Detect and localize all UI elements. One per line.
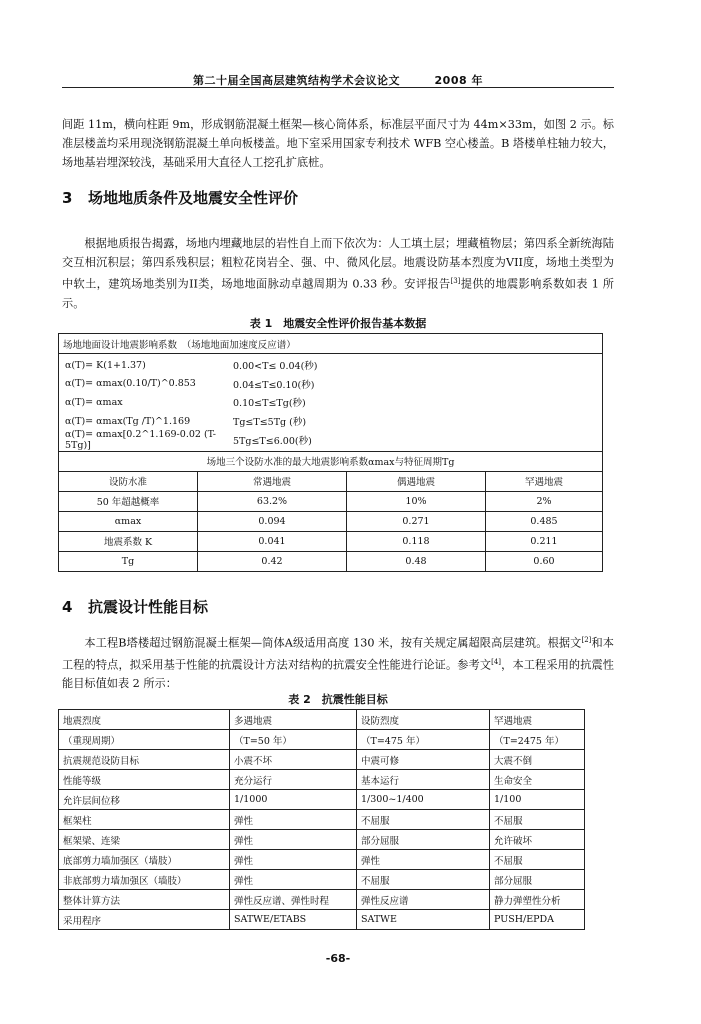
table-cell: 不屈服 bbox=[490, 810, 585, 830]
table-cell: 0.485 bbox=[486, 511, 603, 531]
table-cell: 框架梁、连梁 bbox=[59, 830, 230, 850]
section-4-paragraph bbox=[62, 631, 614, 693]
table-1-formulas bbox=[59, 354, 603, 452]
page-number: -68- bbox=[325, 952, 351, 965]
formula-row bbox=[65, 412, 596, 431]
table-cell: Tg bbox=[59, 551, 198, 571]
formula-expression: α(T)= K(1+1.37) bbox=[65, 359, 146, 371]
table-2 bbox=[58, 709, 585, 930]
table-1 bbox=[58, 333, 603, 572]
table-cell: 框架柱 bbox=[59, 810, 230, 830]
table-cell: 部分屈服 bbox=[357, 830, 490, 850]
table-row bbox=[59, 750, 585, 770]
table-cell: 基本运行 bbox=[357, 770, 490, 790]
table-1-col-header: 设防水准 bbox=[59, 471, 198, 491]
section-4-text-b: 和本工程的特点，拟采用基于性能的抗震设计方法对结构的抗震安全性能进行论证。参考文 bbox=[62, 636, 614, 672]
formula-expression: α(T)= αmax bbox=[65, 396, 123, 408]
table-row bbox=[59, 870, 585, 890]
section-3-heading bbox=[62, 187, 298, 208]
table-cell: 允许破坏 bbox=[490, 830, 585, 850]
formula-row bbox=[65, 375, 596, 394]
table-row bbox=[59, 770, 585, 790]
formula-expression: α(T)= αmax(0.10/T)^0.853 bbox=[65, 378, 196, 390]
table-cell: 充分运行 bbox=[230, 770, 357, 790]
table-row bbox=[59, 531, 603, 551]
intro-paragraph: 间距 11m，横向柱距 9m，形成钢筋混凝土框架—核心筒体系，标准层平面尺寸为 44m×33m，如图 2 示。标准层楼盖均采用现浇钢筋混凝土单向板楼盖。地下室采用国家专利技术 WFB 空心楼盖。B 塔楼单柱轴力较大，场地基岩埋深较浅，基础采用大直径人工挖孔扩底桩。 bbox=[62, 118, 614, 169]
table-cell: 静力弹塑性分析 bbox=[490, 890, 585, 910]
table-1-header-row bbox=[59, 471, 603, 491]
table-cell: （T=2475 年） bbox=[490, 730, 585, 750]
section-4-number: 4 bbox=[62, 598, 73, 616]
formula-row bbox=[65, 356, 596, 375]
table-cell: 1/1000 bbox=[230, 790, 357, 810]
table-cell: 弹性 bbox=[230, 850, 357, 870]
table-cell: 抗震规范设防目标 bbox=[59, 750, 230, 770]
section-3-text-b: 提供的地震影响系数如表 1 所示。 bbox=[62, 277, 614, 310]
citation-4: [4] bbox=[491, 657, 502, 666]
table-row bbox=[59, 890, 585, 910]
table-row bbox=[59, 511, 603, 531]
section-4-heading bbox=[62, 596, 208, 617]
table-cell: 弹性 bbox=[230, 810, 357, 830]
formula-expression: α(T)= αmax[0.2^1.169-0.02 (T-5Tg)] bbox=[65, 428, 216, 451]
table-cell: 0.42 bbox=[198, 551, 347, 571]
running-header: 第二十届全国高层建筑结构学术会议论文 2008 年 bbox=[193, 74, 483, 87]
formula-range: 0.00<T≤ 0.04(秒) bbox=[233, 361, 318, 373]
table-cell: 0.041 bbox=[198, 531, 347, 551]
table-cell: 0.094 bbox=[198, 511, 347, 531]
formula-expression: α(T)= αmax(Tg /T)^1.169 bbox=[65, 415, 191, 427]
table-row bbox=[59, 910, 585, 930]
table-cell: 1/100 bbox=[490, 790, 585, 810]
table-cell: 弹性 bbox=[357, 850, 490, 870]
section-4-text-a: 本工程B塔楼超过钢筋混凝土框架—筒体A级适用高度 130 米，按有关规定属超限高层建筑。根据文 bbox=[84, 636, 582, 650]
table-cell: 弹性 bbox=[230, 830, 357, 850]
table-row bbox=[59, 710, 585, 730]
table-cell: 0.211 bbox=[486, 531, 603, 551]
header-rule bbox=[62, 87, 614, 88]
citation-2: [2] bbox=[581, 636, 592, 644]
citation-3: [3] bbox=[450, 277, 461, 285]
table-cell: 不屈服 bbox=[357, 810, 490, 830]
section-3-paragraph bbox=[62, 234, 614, 313]
table-cell: 0.48 bbox=[347, 551, 486, 571]
table-cell: αmax bbox=[59, 511, 198, 531]
table-cell: 部分屈服 bbox=[490, 870, 585, 890]
table-cell: SATWE/ETABS bbox=[230, 910, 357, 930]
table-cell: 63.2% bbox=[198, 491, 347, 511]
table-cell: 弹性反应谱、弹性时程 bbox=[230, 890, 357, 910]
section-3-number: 3 bbox=[62, 189, 73, 207]
table-cell: 弹性 bbox=[230, 870, 357, 890]
table-cell: 2% bbox=[486, 491, 603, 511]
table-1-col-header: 偶遇地震 bbox=[347, 471, 486, 491]
table-cell: 地震烈度 bbox=[59, 710, 230, 730]
table-cell: 弹性反应谱 bbox=[357, 890, 490, 910]
table-row bbox=[59, 730, 585, 750]
table-cell: 大震不倒 bbox=[490, 750, 585, 770]
table-cell: 采用程序 bbox=[59, 910, 230, 930]
table-cell: 不屈服 bbox=[357, 870, 490, 890]
table-cell: 整体计算方法 bbox=[59, 890, 230, 910]
table-cell: 地震系数 K bbox=[59, 531, 198, 551]
table-cell: 小震不坏 bbox=[230, 750, 357, 770]
table-cell: 1/300~1/400 bbox=[357, 790, 490, 810]
table-cell: 0.118 bbox=[347, 531, 486, 551]
section-3-text-a: 根据地质报告揭露，场地内埋藏地层的岩性自上而下依次为：人工填土层；埋藏植物层；第四系全新统海陆交互相沉积层；第四系残积层；粗粒花岗岩全、强、中、微风化层。地震设防基本烈度为VII度，场地土类型为中软土，建筑场地类别为II类，场地地面脉动卓越周期为 0.33 秒。安评报告 bbox=[62, 237, 614, 291]
table-row bbox=[59, 790, 585, 810]
table-1-col-header: 罕遇地震 bbox=[486, 471, 603, 491]
table-cell: 0.60 bbox=[486, 551, 603, 571]
formula-range: 5Tg≤T≤6.00(秒) bbox=[233, 435, 312, 447]
table-cell: （重现周期） bbox=[59, 730, 230, 750]
table-cell: 生命安全 bbox=[490, 770, 585, 790]
formula-row bbox=[65, 430, 596, 449]
table-cell: 10% bbox=[347, 491, 486, 511]
table-1-subheader: 场地三个设防水准的最大地震影响系数αmax与特征周期Tg bbox=[59, 451, 603, 471]
table-row bbox=[59, 830, 585, 850]
table-cell: 不屈服 bbox=[490, 850, 585, 870]
table-cell: 允许层间位移 bbox=[59, 790, 230, 810]
table-cell: 非底部剪力墙加强区（墙肢） bbox=[59, 870, 230, 890]
formula-row bbox=[65, 393, 596, 412]
table-cell: 0.271 bbox=[347, 511, 486, 531]
table-cell: （T=50 年） bbox=[230, 730, 357, 750]
table-cell: 罕遇地震 bbox=[490, 710, 585, 730]
formula-range: 0.10≤T≤Tg(秒) bbox=[233, 398, 306, 410]
formula-range: Tg≤T≤5Tg (秒) bbox=[233, 417, 307, 429]
table-row bbox=[59, 850, 585, 870]
formula-range: 0.04≤T≤0.10(秒) bbox=[233, 379, 315, 391]
table-1-col-header: 常遇地震 bbox=[198, 471, 347, 491]
section-4-text-c: ，本工程采用的抗震性能目标值如表 2 所示： bbox=[62, 658, 614, 691]
table-cell: 性能等级 bbox=[59, 770, 230, 790]
table-row bbox=[59, 491, 603, 511]
table-cell: 设防烈度 bbox=[357, 710, 490, 730]
table-cell: 底部剪力墙加强区（墙肢） bbox=[59, 850, 230, 870]
table-2-caption: 表 2 抗震性能目标 bbox=[288, 693, 388, 706]
table-cell: （T=475 年） bbox=[357, 730, 490, 750]
table-cell: PUSH/EPDA bbox=[490, 910, 585, 930]
table-cell: 多遇地震 bbox=[230, 710, 357, 730]
table-1-title-row: 场地地面设计地震影响系数 （场地地面加速度反应谱） bbox=[59, 334, 603, 354]
table-cell: 中震可修 bbox=[357, 750, 490, 770]
table-1-caption: 表 1 地震安全性评价报告基本数据 bbox=[249, 317, 427, 330]
table-cell: 50 年超越概率 bbox=[59, 491, 198, 511]
section-4-title: 抗震设计性能目标 bbox=[88, 598, 209, 616]
section-3-title: 场地地质条件及地震安全性评价 bbox=[88, 189, 299, 207]
table-row bbox=[59, 810, 585, 830]
table-row bbox=[59, 551, 603, 571]
table-cell: SATWE bbox=[357, 910, 490, 930]
